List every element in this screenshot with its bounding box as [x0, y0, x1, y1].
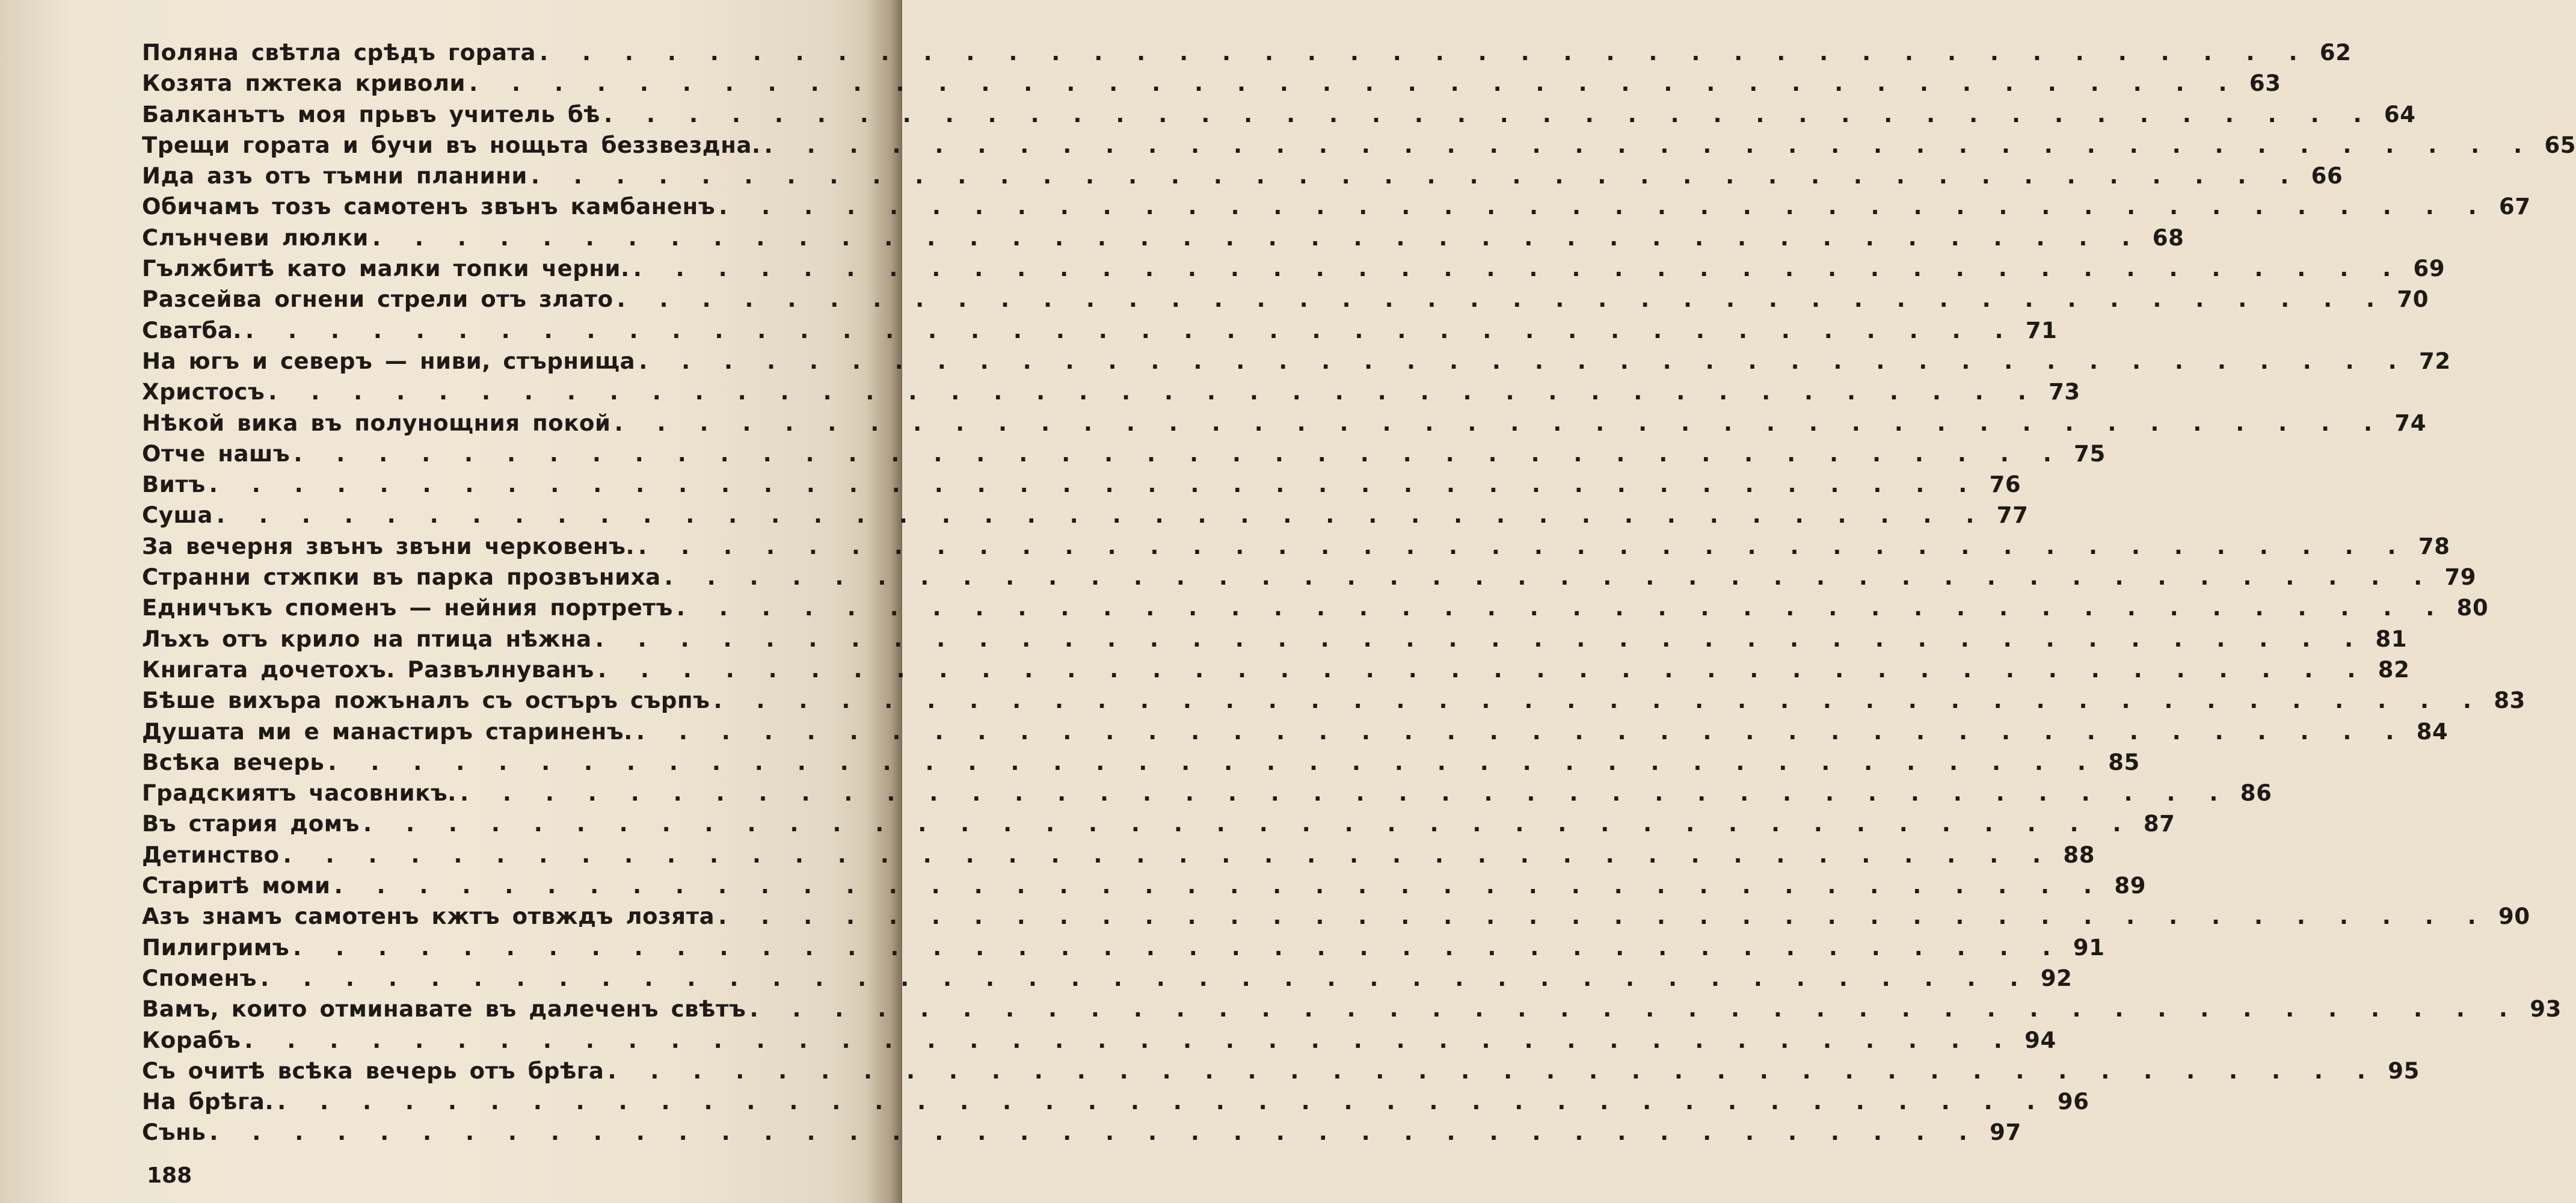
toc-entry-page: 75: [2074, 440, 2106, 467]
dot-leader: [294, 441, 2064, 467]
toc-entry: [142, 656, 2410, 688]
toc-entry-title: Разсейва огнени стрели отъ злато: [142, 286, 613, 313]
toc-entry: [142, 1119, 2021, 1150]
toc-entry-page: 89: [2114, 873, 2147, 899]
toc-entry-page: 78: [2418, 533, 2450, 559]
dot-leader: [217, 502, 1987, 528]
toc-entry-page: 84: [2416, 718, 2448, 745]
toc-entry-title: Гължбитѣ като малки топки черни.: [142, 256, 630, 282]
toc-entry: [142, 379, 2080, 410]
toc-entry-title: Нѣкой вика въ полунощния покой: [142, 410, 611, 436]
toc-entry: [142, 101, 2416, 132]
toc-entry-page: 79: [2444, 564, 2477, 591]
dot-leader: [617, 286, 2388, 312]
toc-entry-title: Поляна свѣтла срѣдъ гората: [142, 40, 536, 66]
toc-entry-title: Христосъ: [142, 379, 265, 405]
toc-entry-title: Витъ: [142, 472, 206, 498]
toc-entry: [142, 132, 2576, 163]
toc-entry: [142, 626, 2408, 657]
toc-entry: [142, 472, 2021, 502]
toc-entry: [142, 965, 2073, 996]
toc-entry-page: 67: [2499, 194, 2531, 220]
toc-entry-title: Бѣше вихъра пожъналъ съ остъръ сърпъ: [142, 688, 710, 714]
toc-entry-page: 64: [2384, 101, 2416, 128]
toc-entry-title: Лъхъ отъ крило на птица нѣжна: [142, 626, 592, 652]
toc-entry: [142, 1089, 2089, 1119]
toc-entry-page: 69: [2413, 256, 2445, 282]
toc-entry-title: Детинство: [142, 841, 280, 868]
dot-leader: [531, 163, 2302, 189]
toc-entry-page: 96: [2057, 1089, 2089, 1115]
toc-entry-title: Ида азъ отъ тъмни планини: [142, 163, 527, 189]
dot-leader: [268, 379, 2039, 405]
toc-entry: [142, 1027, 2056, 1058]
dot-leader: [764, 132, 2535, 158]
dot-leader: [277, 1089, 2048, 1115]
toc-entry-title: Сватба.: [142, 317, 242, 343]
toc-entry: [142, 163, 2343, 194]
toc-entry-page: 62: [2319, 40, 2352, 66]
toc-entry-page: 83: [2494, 688, 2526, 714]
toc-entry-title: Старитѣ моми: [142, 873, 331, 899]
toc-entry-title: Корабъ: [142, 1027, 241, 1053]
toc-entry-page: 90: [2498, 903, 2530, 930]
dot-leader: [539, 40, 2310, 66]
dot-leader: [328, 749, 2098, 775]
toc-entry-title: Суша: [142, 502, 213, 529]
toc-entry: [142, 718, 2448, 749]
dot-leader: [363, 811, 2134, 837]
dot-leader: [749, 996, 2520, 1022]
toc-entry: [142, 410, 2427, 441]
toc-entry: [142, 595, 2489, 626]
dot-leader: [718, 903, 2489, 929]
dot-leader: [469, 70, 2240, 96]
toc-entry: [142, 533, 2450, 564]
toc-entry-page: 95: [2388, 1057, 2420, 1084]
toc-entry-page: 93: [2530, 996, 2562, 1023]
toc-entry-page: 74: [2394, 410, 2427, 436]
toc-entry-title: Душата ми е манастиръ стариненъ.: [142, 718, 633, 745]
dot-leader: [677, 595, 2447, 621]
toc-entry: [142, 40, 2352, 70]
toc-entry: [142, 873, 2147, 903]
toc-entry-title: Книгата дочетохъ. Развълнуванъ: [142, 656, 594, 683]
toc-entry-title: Градскиятъ часовникъ.: [142, 780, 456, 807]
toc-entry-title: Едничъкъ споменъ — нейния портретъ: [142, 595, 673, 621]
toc-entry-page: 68: [2152, 224, 2184, 251]
dot-leader: [283, 842, 2054, 868]
dot-leader: [719, 194, 2489, 220]
dot-leader: [209, 1119, 1980, 1145]
dot-leader: [633, 256, 2404, 282]
toc-entry-title: Пилигримъ: [142, 934, 290, 961]
toc-entry: [142, 811, 2175, 841]
dot-leader: [638, 534, 2409, 559]
table-of-contents: [142, 40, 2576, 1151]
toc-entry-page: 81: [2375, 626, 2408, 652]
toc-entry-page: 70: [2397, 286, 2429, 313]
toc-entry: [142, 688, 2526, 718]
toc-entry: [142, 1057, 2420, 1089]
toc-entry-title: На югъ и северъ — ниви, стърнища: [142, 348, 636, 374]
toc-entry-title: Обичамъ тозъ самотенъ звънъ камбаненъ: [142, 194, 716, 220]
toc-entry-title: На брѣга.: [142, 1089, 274, 1115]
toc-entry-title: Сънь: [142, 1119, 206, 1146]
dot-leader: [665, 564, 2435, 590]
toc-entry-title: Трещи гората и бучи въ нощьта беззвездна.: [142, 132, 761, 158]
toc-entry: [142, 934, 2105, 965]
toc-entry: [142, 256, 2445, 286]
dot-leader: [372, 225, 2143, 251]
dot-leader: [595, 626, 2366, 652]
toc-entry-page: 80: [2456, 595, 2489, 621]
toc-entry-page: 63: [2249, 70, 2281, 97]
toc-entry-page: 87: [2143, 811, 2175, 837]
toc-entry: [142, 564, 2477, 595]
dot-leader: [460, 780, 2231, 806]
page-number: 188: [147, 1163, 192, 1188]
toc-entry-title: Балканътъ моя прьвъ учитель бѣ: [142, 101, 601, 128]
toc-entry: [142, 996, 2562, 1027]
toc-entry: [142, 317, 2058, 348]
dot-leader: [604, 102, 2375, 128]
dot-leader: [598, 657, 2369, 683]
toc-entry: [142, 70, 2281, 101]
dot-leader: [334, 873, 2105, 899]
toc-entry: [142, 194, 2531, 224]
toc-entry: [142, 502, 2029, 533]
toc-entry-page: 77: [1996, 502, 2029, 529]
toc-entry-page: 85: [2108, 749, 2140, 775]
toc-entry-title: Въ стария домъ: [142, 811, 360, 837]
dot-leader: [639, 348, 2409, 374]
toc-entry-page: 82: [2378, 656, 2410, 683]
toc-entry: [142, 440, 2106, 472]
toc-entry-page: 94: [2024, 1027, 2056, 1053]
dot-leader: [260, 965, 2031, 991]
toc-entry-title: Отче нашъ: [142, 440, 290, 467]
dot-leader: [209, 472, 1980, 497]
toc-entry: [142, 224, 2184, 256]
toc-entry-title: Споменъ: [142, 965, 257, 991]
toc-entry-title: Азъ знамъ самотенъ кжтъ отвждъ лозята: [142, 903, 715, 930]
toc-entry-title: Слънчеви люлки: [142, 224, 369, 251]
toc-entry-title: Странни стжпки въ парка прозвъниха: [142, 564, 661, 591]
toc-entry: [142, 286, 2429, 317]
dot-leader: [636, 719, 2407, 745]
toc-entry-title: За вечерня звънъ звъни черковенъ.: [142, 533, 635, 559]
dot-leader: [244, 1027, 2015, 1053]
toc-entry-page: 73: [2049, 379, 2080, 405]
toc-entry-page: 66: [2311, 163, 2343, 189]
toc-entry-page: 72: [2418, 348, 2451, 374]
toc-entry-page: 97: [1990, 1119, 2021, 1146]
toc-entry: [142, 749, 2140, 780]
dot-leader: [245, 318, 2016, 343]
toc-entry-title: Всѣка вечерь: [142, 749, 325, 775]
toc-entry-page: 91: [2073, 934, 2105, 961]
toc-entry: [142, 348, 2451, 379]
toc-entry-page: 92: [2040, 965, 2073, 991]
toc-entry-page: 65: [2544, 132, 2576, 158]
dot-leader: [293, 935, 2064, 961]
dot-leader: [714, 688, 2485, 713]
toc-entry-title: Вамъ, които отминавате въ далеченъ свѣтъ: [142, 996, 746, 1023]
toc-entry-page: 71: [2025, 317, 2058, 343]
toc-entry-page: 88: [2063, 841, 2095, 868]
dot-leader: [615, 410, 2385, 436]
toc-entry: [142, 841, 2095, 873]
toc-entry-title: Съ очитѣ всѣка вечерь отъ брѣга: [142, 1057, 604, 1084]
toc-entry-title: Козята пжтека криволи: [142, 70, 466, 97]
toc-entry: [142, 780, 2272, 811]
dot-leader: [607, 1058, 2378, 1084]
toc-entry-page: 76: [1989, 472, 2021, 498]
toc-entry-page: 86: [2240, 780, 2272, 807]
toc-entry: [142, 903, 2530, 934]
